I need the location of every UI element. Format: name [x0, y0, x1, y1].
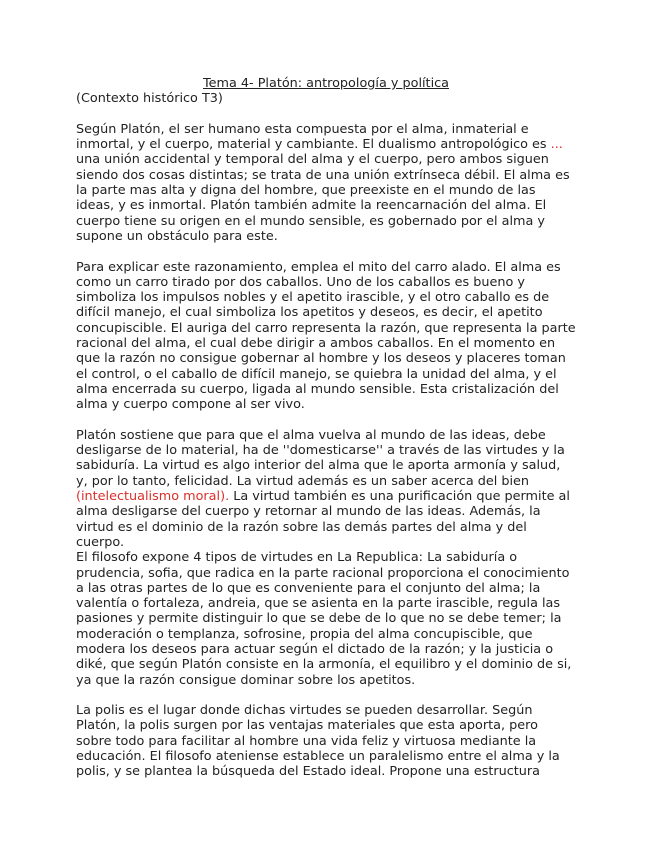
intellectualism-highlight: (intelectualismo moral). [76, 489, 230, 505]
paragraph-polis: La polis es el lugar donde dichas virtudes se pueden desarrollar. Según Platón, la polis surgen por las ventajas materiales que esta aporta, pero sobre todo para facilitar al hombre una vida feliz y virtuosa mediante la educación. El filosofo ateniense establece un paralelismo entre el alma y la polis, y se plantea la búsqueda del Estado ideal. Propone una estructura [76, 703, 560, 780]
paragraph-text: Platón sostiene que para que el alma vuelva al mundo de las ideas, debe desligarse de lo material, ha de ''domesticarse'' a través de las virtudes y la sabiduría. La virtud es algo interior del alma que le aporta armonía y salud, y, por lo tanto, felicidad. La virtud además es un saber acerca del bien [76, 427, 565, 489]
paragraph-dualism [76, 122, 576, 244]
page-subtitle: (Contexto histórico T3) [76, 91, 223, 107]
page-title: Tema 4- Platón: antropología y política [202, 76, 450, 91]
paragraph-winged-chariot: Para explicar este razonamiento, emplea el mito del carro alado. El alma es como un carro tirado por dos caballos. Uno de los caballos es bueno y simboliza los impulsos nobles y el apetito irascible, y el otro caballo es de difícil manejo, el cual simboliza los apetitos y deseos, es decir, el apetito concupiscible. El auriga del carro representa la razón, que representa la parte racional del alma, el cual debe dirigir a ambos caballos. En el momento en que la razón no consigue gobernar al hombre y los deseos y placeres toman el control, o el caballo de difícil manejo, se quiebra la unidad del alma, y el alma encerrada su cuerpo, ligada al mundo sensible. Esta cristalización del alma y cuerpo compone al ser vivo. [76, 259, 576, 413]
document-page [76, 76, 576, 795]
paragraph-text: La virtud también es una purificación que permite al alma desligarse del cuerpo y retornar al mundo de las ideas. Además, la virtud es el dominio de la razón sobre las demás partes del alma y del cuerpo. [76, 489, 570, 550]
paragraph-virtue [76, 428, 576, 550]
ellipsis-highlight: ... [550, 137, 563, 153]
paragraph-text: Según Platón, el ser humano esta compuesta por el alma, inmaterial e inmortal, y el cuerpo, material y cambiante. El dualismo antropológico es [76, 121, 551, 153]
paragraph-text: una unión accidental y temporal del alma y el cuerpo, pero ambos siguen siendo dos cosas distintas; se trata de una unión extrínseca débil. El alma es la parte mas alta y digna del hombre, que preexiste en el mundo de las ideas, y es inmortal. Platón también admite la reencarnación del alma. El cuerpo tiene su origen en el mundo sensible, es gobernado por el alma y supone un obstáculo para este. [76, 152, 570, 244]
paragraph-four-virtues: El filosofo expone 4 tipos de virtudes en La Republica: La sabiduría o prudencia, sofia, que radica en la parte racional proporciona el conocimiento a las otras partes de lo que es conveniente para el conjunto del alma; la valentía o fortaleza, andreia, que se asienta en la parte irascible, regula las pasiones y permite distinguir lo que se debe de lo que no se debe temer; la moderación o templanza, sofrosine, propia del alma concupiscible, que modera los deseos para actuar según el dictado de la razón; y la justicia o diké, que según Platón consiste en la armonía, el equilibro y el dominio de si, ya que la razón consigue dominar sobre los apetitos. [76, 550, 572, 688]
